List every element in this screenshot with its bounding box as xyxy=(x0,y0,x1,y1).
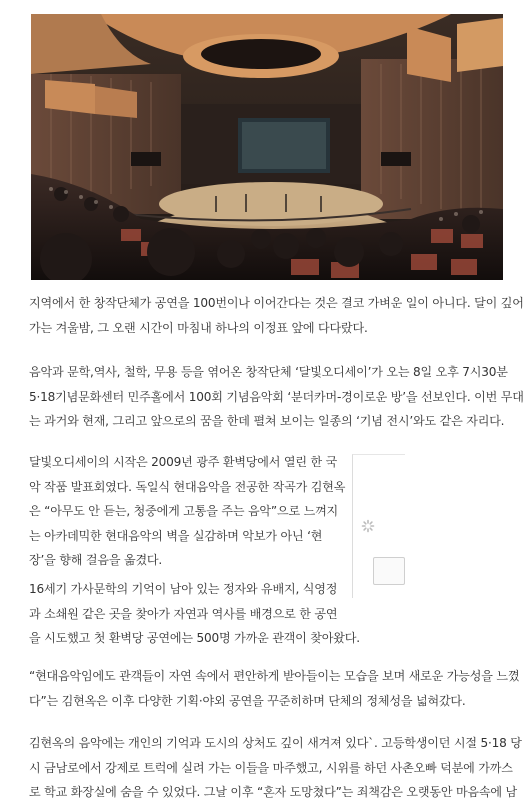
paragraph-1 xyxy=(29,291,524,340)
concert-hall-photo xyxy=(31,14,503,280)
paragraph-line: 시 금남로에서 강제로 트럭에 실려 가는 이들을 마주했고, 시위를 하던 사촌오빠 덕분에 가까스 xyxy=(29,760,513,775)
paragraph-line: “현대음악임에도 관객들이 자연 속에서 편안하게 받아들이는 모습을 보며 새로운 가능성을 느꼈 xyxy=(29,669,520,683)
paragraph-line: 과 소쇄원 같은 곳을 찾아가 자연과 역사를 배경으로 한 공연 xyxy=(29,606,338,621)
paragraph-4 xyxy=(29,577,360,651)
paragraph-line: 달빛오디세이의 시작은 2009년 광주 환벽당에서 열린 한 국 xyxy=(29,455,338,469)
loading-spinner-icon xyxy=(361,519,375,533)
paragraph-line: 김현옥의 음악에는 개인의 기억과 도시의 상처도 깊이 새겨져 있다`. 고등학생이던 시절 5·18 당 xyxy=(29,736,522,750)
paragraph-line: 5·18기념문화센터 민주홀에서 100회 기념음악회 ‘분더카머-경이로운 방’을 선보인다. 이번 무대 xyxy=(29,389,524,404)
widget-button[interactable] xyxy=(373,557,405,585)
paragraph-line: 은 “아무도 안 듣는, 청중에게 고통을 주는 음악”으로 느껴지 xyxy=(29,504,339,518)
paragraph-line: 가는 겨울밤, 그 오랜 시간이 마침내 하나의 이정표 앞에 다다랐다. xyxy=(29,320,368,335)
paragraph-line: 는 아카데믹한 현대음악의 벽을 실감하며 악보가 아닌 ‘현 xyxy=(29,528,323,543)
paragraph-line: 악 작품 발표회였다. 독일식 현대음악을 전공한 작곡가 김현옥 xyxy=(29,479,346,494)
paragraph-line: 장’을 향해 걸음을 옮겼다. xyxy=(29,553,163,567)
paragraph-6 xyxy=(29,731,522,805)
paragraph-line: 16세기 가사문학의 기억이 남아 있는 정자와 유배지, 식영정 xyxy=(29,582,338,596)
embedded-widget xyxy=(352,454,405,598)
article-photo xyxy=(31,14,503,280)
paragraph-2 xyxy=(29,360,524,434)
paragraph-line: 다”는 김현옥은 이후 다양한 기획·야외 공연을 꾸준히하며 단체의 정체성을 넓혀갔다. xyxy=(29,693,466,708)
paragraph-line: 을 시도했고 첫 환벽당 공연에는 500명 가까운 관객이 찾아왔다. xyxy=(29,631,360,645)
paragraph-line: 는 과거와 현재, 그리고 앞으로의 꿈을 한데 펼쳐 보이는 일종의 ‘기념 전시’와도 같은 자리다. xyxy=(29,414,505,428)
paragraph-line: 음악과 문학,역사, 철학, 무용 등을 엮어온 창작단체 ‘달빛오디세이’가 오는 8일 오후 7시30분 xyxy=(29,365,508,379)
paragraph-3 xyxy=(29,450,345,573)
paragraph-5 xyxy=(29,664,519,713)
paragraph-line: 지역에서 한 창작단체가 공연을 100번이나 이어간다는 것은 결코 가벼운 일이 아니다. 달이 깊어 xyxy=(29,296,524,310)
paragraph-line: 로 학교 화장실에 숨을 수 있었다. 그날 이후 “혼자 도망쳤다”는 죄책감은 오랫동안 마음속에 남 xyxy=(29,785,518,799)
